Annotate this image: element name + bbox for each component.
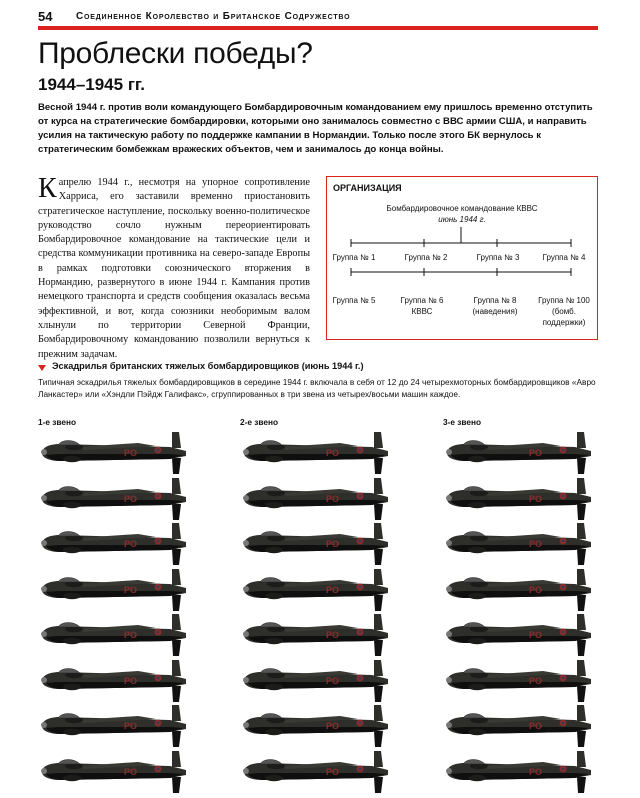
aircraft-lancaster-icon xyxy=(443,749,595,795)
flight-label-3: 3-е звено xyxy=(443,417,482,427)
flight-label-1: 1-е звено xyxy=(38,417,77,427)
aircraft-lancaster-icon xyxy=(240,658,392,704)
aircraft-code: PO xyxy=(326,630,340,640)
aircraft-code: PO xyxy=(326,539,340,549)
page-title: Проблески победы? xyxy=(38,37,313,70)
org-group: Группа № 6 КВВС xyxy=(400,296,444,316)
aircraft-lancaster-icon xyxy=(240,521,392,567)
organization-box xyxy=(326,176,598,340)
org-group: Группа № 8 (наведения) xyxy=(472,296,518,316)
org-group: Группа № 5 xyxy=(332,296,376,305)
aircraft-code: PO xyxy=(529,630,543,640)
caption-marker-icon xyxy=(38,365,46,371)
aircraft-code: PO xyxy=(529,721,543,731)
aircraft-code: PO xyxy=(124,448,138,458)
aircraft-code: PO xyxy=(326,584,340,595)
aircraft-code: PO xyxy=(124,584,138,595)
aircraft-code: PO xyxy=(529,675,543,686)
page-subtitle: 1944–1945 гг. xyxy=(38,75,145,94)
aircraft-code: PO xyxy=(326,493,340,504)
aircraft-lancaster-icon xyxy=(240,430,392,476)
aircraft-code: PO xyxy=(124,539,138,549)
org-group: Группа № 1 xyxy=(332,253,376,262)
aircraft-lancaster-icon xyxy=(38,703,190,749)
aircraft-lancaster-icon xyxy=(443,521,595,567)
aircraft-lancaster-icon xyxy=(38,658,190,704)
aircraft-lancaster-icon xyxy=(443,430,595,476)
dropcap: К xyxy=(38,173,57,204)
aircraft-lancaster-icon xyxy=(240,749,392,795)
aircraft-code: PO xyxy=(124,721,138,731)
aircraft-code: PO xyxy=(326,675,340,686)
aircraft-lancaster-icon xyxy=(38,430,190,476)
aircraft-code: PO xyxy=(124,675,138,686)
body-text xyxy=(38,173,310,362)
aircraft-code: PO xyxy=(326,721,340,731)
org-command: Бомбардировочное командование КВВС xyxy=(386,204,538,213)
aircraft-code: PO xyxy=(529,539,543,549)
aircraft-lancaster-icon xyxy=(38,521,190,567)
org-group: Группа № 100 (бомб. поддержки) xyxy=(538,296,590,327)
aircraft-code: PO xyxy=(124,630,138,640)
aircraft-code: PO xyxy=(529,493,543,504)
flight-label-2: 2-е звено xyxy=(240,417,279,427)
aircraft-lancaster-icon xyxy=(443,612,595,658)
aircraft-code: PO xyxy=(529,584,543,595)
aircraft-lancaster-icon xyxy=(240,476,392,522)
aircraft-lancaster-icon xyxy=(38,612,190,658)
aircraft-code: PO xyxy=(529,766,543,777)
aircraft-code: PO xyxy=(124,493,138,504)
org-group: Группа № 3 xyxy=(476,253,520,262)
aircraft-code: PO xyxy=(326,448,340,458)
aircraft-code: PO xyxy=(326,766,340,777)
aircraft-lancaster-icon xyxy=(443,476,595,522)
aircraft-lancaster-icon xyxy=(443,658,595,704)
aircraft-code: PO xyxy=(529,448,543,458)
aircraft-lancaster-icon xyxy=(240,612,392,658)
running-header xyxy=(38,8,598,24)
aircraft-lancaster-icon xyxy=(443,703,595,749)
org-date: июнь 1944 г. xyxy=(438,215,486,224)
lead-paragraph: Весной 1944 г. против воли командующего Бомбардировочным командованием ему пришлось временно отступить от курса на стратегические бомбардировки, которыми оно занималось совместно с ВВС армии США, и направить усилия на тактическую работу по поддержке кампании в Нормандии. Только после этого БК вернулось к стратегическим бомбежкам вражеских объектов, чем и занималось до конца войны. xyxy=(38,102,593,155)
body-paragraph: апрелю 1944 г., несмотря на упорное сопротивление Харриса, его заставили временно приостановить стратегическое наступление, поскольку военно-политическое руководство сочло нужным переориентировать Бомбардировочное командование на тактические цели и средства коммуникации противника на северо-западе Европы в рамках подготовки союзнического вторжения в Нормандию, развернутого в июне 1944 г. Кампания против немецкого транспорта и средств сообщения оказалась весьма эффективной, и вот, когда союзники необоримым валом хлынули по территории Северной Франции, Бомбардировочному командованию позволили вернуться к прежним задачам. xyxy=(38,177,310,360)
aircraft-code: PO xyxy=(124,766,138,777)
aircraft-lancaster-icon xyxy=(38,476,190,522)
running-head: Соединенное Королевство и Британское Содружество xyxy=(76,10,351,22)
caption-title: Эскадрилья британских тяжелых бомбардировщиков (июнь 1944 г.) xyxy=(52,361,364,371)
aircraft-lancaster-icon xyxy=(240,703,392,749)
caption-text: Типичная эскадрилья тяжелых бомбардировщиков в середине 1944 г. включала в себя от 12 до 24 четырехмоторных бомбардировщиков «Авро Ланкастер» или «Хэндли Пэйдж Галифакс», сгруппированных в три звена из четырех/восьми машин каждое. xyxy=(38,377,596,399)
aircraft-lancaster-icon xyxy=(240,567,392,613)
aircraft-lancaster-icon xyxy=(443,567,595,613)
org-heading: ОРГАНИЗАЦИЯ xyxy=(333,183,402,193)
header-rule xyxy=(38,26,598,30)
aircraft-lancaster-icon xyxy=(38,567,190,613)
org-group: Группа № 2 xyxy=(404,253,448,262)
aircraft-lancaster-icon xyxy=(38,749,190,795)
org-group: Группа № 4 xyxy=(542,253,586,262)
page-number: 54 xyxy=(38,8,53,24)
